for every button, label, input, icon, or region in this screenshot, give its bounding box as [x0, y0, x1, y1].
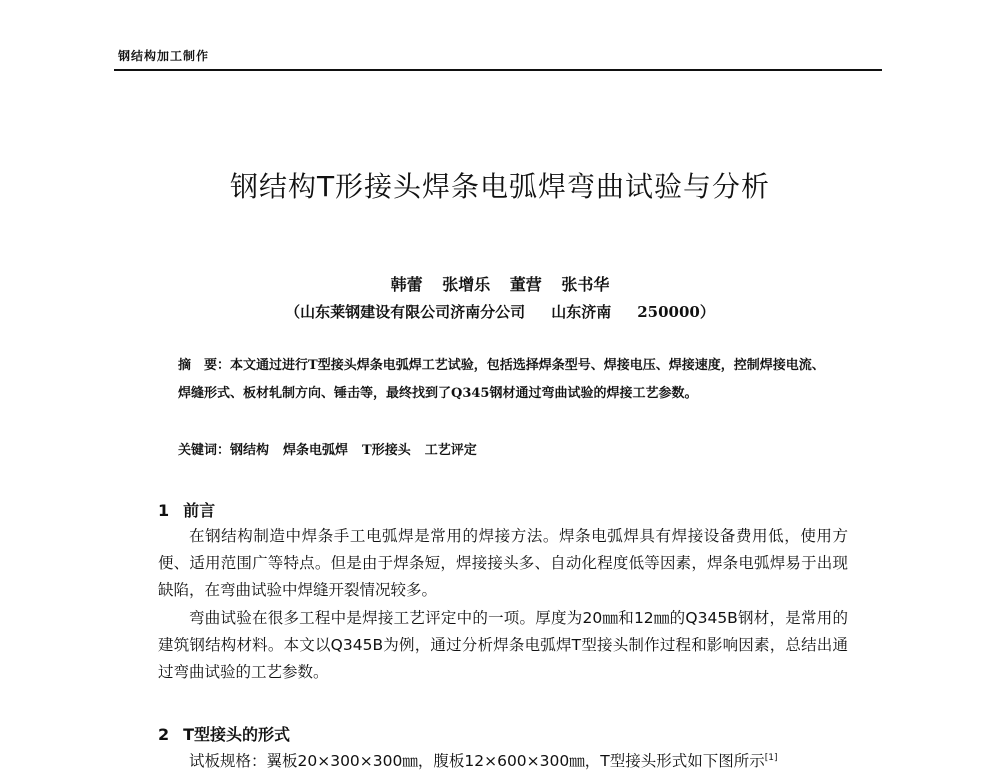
author: 董营: [509, 275, 542, 294]
section-number: 2: [158, 725, 170, 744]
header-rule: [114, 69, 882, 71]
body-paragraph: [158, 745, 848, 771]
author-list: [0, 272, 1000, 295]
affiliation-open-paren: （: [285, 303, 301, 321]
affiliation-place: 山东济南: [551, 303, 612, 321]
keyword: 焊条电弧焊: [283, 443, 349, 458]
keyword: T形接头: [362, 443, 411, 458]
body-paragraph-text: 试板规格：翼板20×300×300㎜，腹板12×600×300㎜，T型接头形式如下图所示: [189, 752, 765, 771]
running-header: 钢结构加工制作: [118, 49, 210, 63]
section-title: T型接头的形式: [183, 725, 291, 744]
section-heading: [158, 498, 215, 521]
affiliation-zip: 250000: [637, 303, 700, 321]
author: 韩蕾: [390, 275, 423, 294]
author: 张书华: [561, 275, 610, 294]
body-paragraph: 弯曲试验在很多工程中是焊接工艺评定中的一项。厚度为20㎜和12㎜的Q345B钢材，是常用的建筑钢结构材料。本文以Q345B为例，通过分析焊条电弧焊T型接头制作过程和影响因素，总结出通过弯曲试验的工艺参数。: [158, 609, 848, 681]
author: 张增乐: [442, 275, 491, 294]
abstract-label: 摘 要：: [178, 358, 231, 373]
affiliation-org: 山东莱钢建设有限公司济南分公司: [300, 303, 526, 321]
keyword: 钢结构: [230, 443, 270, 458]
body-paragraph: 在钢结构制造中焊条手工电弧焊是常用的焊接方法。焊条电弧焊具有焊接设备费用低，使用方便、适用范围广等特点。但是由于焊条短，焊接接头多、自动化程度低等因素，焊条电弧焊易于出现缺陷，在弯曲试验中焊缝开裂情况较多。: [158, 527, 848, 599]
affiliation: [0, 301, 1000, 322]
section-title: 前言: [183, 501, 216, 520]
keywords: [178, 437, 826, 465]
citation-ref: [1]: [764, 753, 778, 763]
section-heading: [158, 722, 290, 745]
affiliation-close-paren: ）: [699, 303, 715, 321]
section-number: 1: [158, 501, 170, 520]
paper-title: 钢结构T形接头焊条电弧焊弯曲试验与分析: [229, 170, 771, 203]
abstract-text: 本文通过进行T型接头焊条电弧焊工艺试验，包括选择焊条型号、焊接电压、焊接速度，控制焊接电流、焊缝形式、板材轧制方向、锤击等，最终找到了Q345钢材通过弯曲试验的焊接工艺参数。: [178, 358, 825, 401]
keywords-label: 关键词：: [178, 443, 231, 458]
abstract: [178, 352, 826, 408]
keyword: 工艺评定: [424, 443, 477, 458]
